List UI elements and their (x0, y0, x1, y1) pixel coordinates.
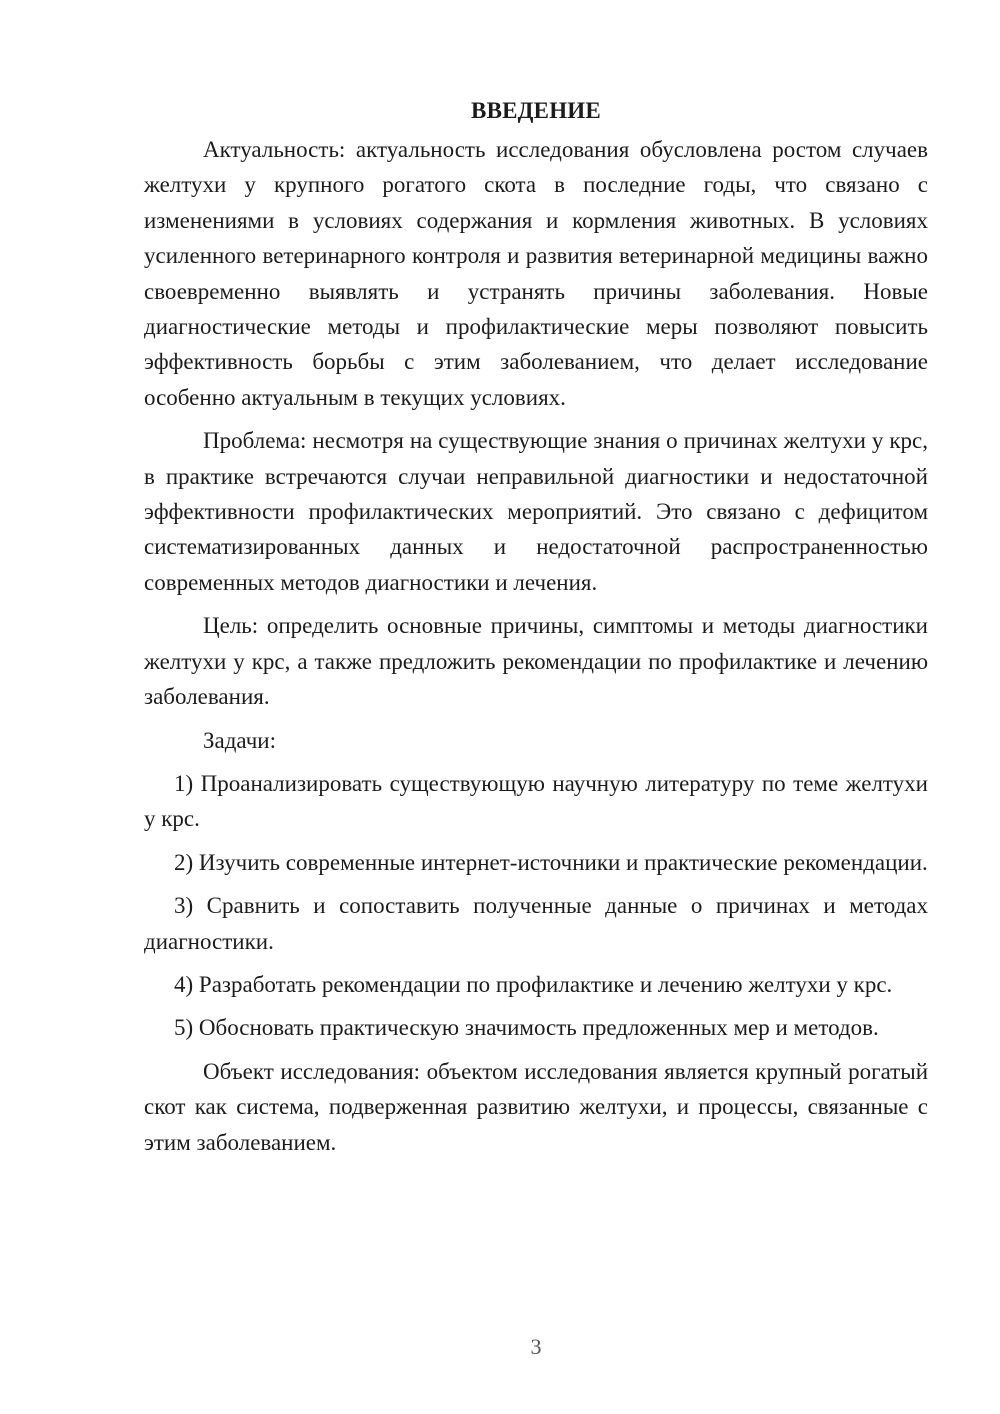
task-item: 1) Проанализировать существующую научную литературу по теме желтухи у крс. (144, 770, 928, 832)
tasks-label: Задачи: (203, 727, 276, 753)
paragraph-object: Объект исследования: объектом исследования является крупный рогатый скот как система, подверженная развитию желтухи, и процессы, связанные с этим заболеванием. (144, 1058, 928, 1155)
paragraph-problem: Проблема: несмотря на существующие знания о причинах желтухи у крс, в практике встречаются случаи неправильной диагностики и недостаточной эффективности профилактических мероприятий. Это связано с дефицитом систематизированных данных и недостаточной распространенностью современных методов диагностики и лечения. (144, 428, 928, 595)
paragraph-goal: Цель: определить основные причины, симптомы и методы диагностики желтухи у крс, а также предложить рекомендации по профилактике и лечению заболевания. (144, 613, 928, 710)
task-item: 2) Изучить современные интернет-источники и практические рекомендации. (174, 849, 928, 875)
task-item: 4) Разработать рекомендации по профилактике и лечению желтухи у крс. (174, 971, 893, 997)
section-heading: ВВЕДЕНИЕ (471, 98, 601, 123)
task-item: 5) Обосновать практическую значимость предложенных мер и методов. (174, 1015, 879, 1041)
page-number: 3 (530, 1334, 542, 1359)
document-body (144, 96, 928, 1160)
task-item: 3) Сравнить и сопоставить полученные данные о причинах и методах диагностики. (144, 893, 928, 954)
paragraph-relevance: Актуальность: актуальность исследования обусловлена ростом случаев желтухи у крупного рогатого скота в последние годы, что связано с изменениями в условиях содержания и кормления животных. В условиях усиленного ветеринарного контроля и развития ветеринарной медицины важно своевременно выявлять и устранять причины заболевания. Новые диагностические методы и профилактические меры позволяют повысить эффективность борьбы с этим заболеванием, что делает исследование особенно актуальным в текущих условиях. (144, 137, 928, 410)
